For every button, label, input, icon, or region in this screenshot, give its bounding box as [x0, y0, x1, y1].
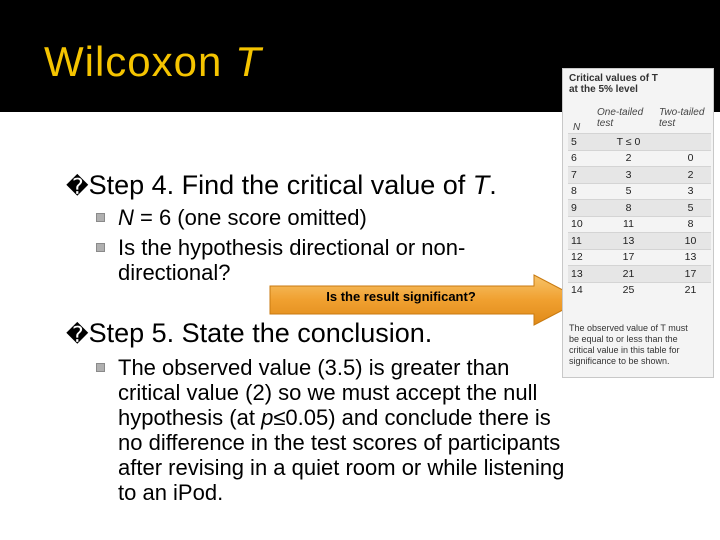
cell-two-tailed: 13 — [670, 249, 711, 266]
cell-two-tailed: 3 — [670, 183, 711, 200]
cell-one-tailed: 5 — [587, 183, 670, 200]
conclusion-line6: to an iPod. — [118, 480, 224, 505]
table-row — [568, 249, 711, 266]
table-title-line2: at the 5% level — [569, 84, 638, 95]
column-header-n: N — [573, 122, 581, 133]
one-tailed-line2: test — [597, 118, 614, 129]
conclusion-line5: after revising in a quiet room or while listening — [118, 455, 565, 480]
bullet-n-text: = 6 (one score omitted) — [133, 205, 367, 230]
cell-n: 9 — [568, 200, 587, 217]
table-title-line1: Critical values of T — [569, 73, 658, 84]
table-row — [568, 282, 711, 298]
cell-n: 12 — [568, 249, 587, 266]
cell-one-tailed: 2 — [587, 150, 670, 167]
cell-two-tailed: 10 — [670, 233, 711, 250]
cell-two-tailed — [670, 134, 711, 151]
bullet-sample-size — [94, 205, 554, 230]
step-4-text: 4. Find the critical value of — [151, 170, 466, 200]
two-tailed-line2: test — [659, 118, 676, 129]
step-marker-icon: � — [66, 323, 89, 348]
conclusion-line3b: ≤0.05) and conclude there is — [273, 405, 551, 430]
bullet-n-variable: N — [118, 205, 134, 230]
cell-n: 11 — [568, 233, 587, 250]
critical-values-grid — [568, 133, 711, 298]
square-bullet-icon — [96, 243, 105, 252]
column-header-two-tailed — [659, 107, 704, 129]
table-row — [568, 216, 711, 233]
cell-two-tailed: 8 — [670, 216, 711, 233]
cell-one-tailed: 13 — [587, 233, 670, 250]
conclusion-line3a: hypothesis (at — [118, 405, 262, 430]
cell-two-tailed: 0 — [670, 150, 711, 167]
table-row — [568, 134, 711, 151]
slide-title — [44, 38, 262, 86]
callout-text: Is the result significant? — [326, 289, 476, 304]
cell-two-tailed: 2 — [670, 167, 711, 184]
cell-n: 8 — [568, 183, 587, 200]
title-variable: T — [235, 38, 262, 85]
table-row — [568, 200, 711, 217]
cell-two-tailed: 5 — [670, 200, 711, 217]
cell-two-tailed: 21 — [670, 282, 711, 298]
cell-n: 10 — [568, 216, 587, 233]
table-row — [568, 233, 711, 250]
one-tailed-line1: One-tailed — [597, 107, 644, 118]
footnote-line3: critical value in this table for — [569, 345, 680, 355]
cell-one-tailed: 11 — [587, 216, 670, 233]
cell-two-tailed: 17 — [670, 266, 711, 283]
table-row — [568, 167, 711, 184]
step-5-label: Step — [88, 318, 145, 348]
cell-one-tailed: 8 — [587, 200, 670, 217]
cell-n: 7 — [568, 167, 587, 184]
title-text: Wilcoxon — [44, 38, 223, 85]
cell-one-tailed: 3 — [587, 167, 670, 184]
table-footnote — [569, 323, 711, 367]
cell-one-tailed: 25 — [587, 282, 670, 298]
footnote-line1: The observed value of T must — [569, 323, 688, 333]
table-row — [568, 150, 711, 167]
table-title — [569, 73, 658, 95]
step-5-text: 5. State the conclusion. — [151, 318, 433, 348]
critical-values-table — [562, 68, 714, 378]
cell-one-tailed: 17 — [587, 249, 670, 266]
cell-n: 13 — [568, 266, 587, 283]
conclusion-line2: critical value (2) so we must accept the null — [118, 380, 538, 405]
step-4-heading — [66, 170, 497, 201]
cell-n: 6 — [568, 150, 587, 167]
table-row — [568, 266, 711, 283]
footnote-line2: be equal to or less than the — [569, 334, 678, 344]
conclusion-line1: The observed value (3.5) is greater than — [118, 355, 510, 380]
step-5-heading — [66, 318, 432, 349]
square-bullet-icon — [96, 213, 105, 222]
step-4-end: . — [489, 170, 497, 200]
cell-one-tailed: 21 — [587, 266, 670, 283]
column-header-one-tailed — [597, 107, 643, 129]
bullet-hypothesis-line2: directional? — [118, 260, 231, 285]
two-tailed-line1: Two-tailed — [659, 107, 705, 118]
conclusion-p-variable: p — [261, 405, 274, 430]
cell-n: 14 — [568, 282, 587, 298]
table-row — [568, 183, 711, 200]
square-bullet-icon — [96, 363, 105, 372]
step-4-variable: T — [472, 170, 490, 200]
cell-one-tailed: T ≤ 0 — [587, 134, 670, 151]
step-4-label: Step — [88, 170, 145, 200]
step-marker-icon: � — [66, 175, 89, 200]
footnote-line4: significance to be shown. — [569, 356, 670, 366]
conclusion-line4: no difference in the test scores of participants — [118, 430, 561, 455]
bullet-hypothesis-line1: Is the hypothesis directional or non- — [118, 235, 466, 260]
cell-n: 5 — [568, 134, 587, 151]
